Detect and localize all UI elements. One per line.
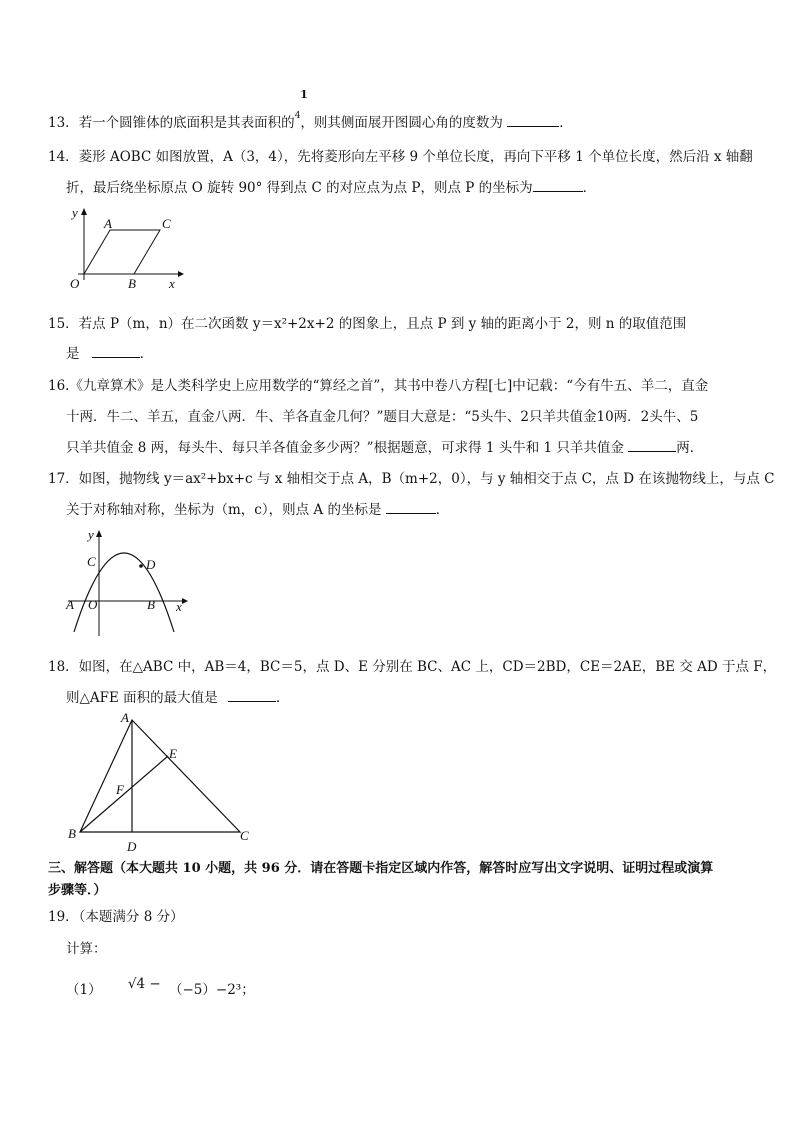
q13-frac-numerator: 1 (300, 88, 308, 101)
q13-number: 13． (48, 115, 79, 131)
q18-line1: 18．如图，在△ABC 中，AB＝4，BC＝5，点 D、E 分别在 BC、AC 上，CD＝2BD，CE＝2AE，BE 交 AD 于点 F， (48, 659, 777, 675)
q18-answer-blank (228, 689, 276, 702)
q18-line2-wrap (66, 686, 289, 706)
q17-answer-blank (386, 501, 436, 514)
q17-line2-wrap (66, 498, 449, 518)
q18-segment-be (80, 756, 168, 832)
q14-rhombus-figure (62, 202, 192, 294)
q14-label-a: A (104, 216, 112, 231)
q17-label-c: C (87, 554, 96, 569)
q13-text-b: ，则其侧面展开图圆心角的度数为 (300, 115, 503, 131)
q18-label-c: C (240, 828, 249, 843)
q17-label-b: B (147, 597, 155, 612)
q18-triangle-abc (80, 720, 240, 832)
q19-part1-expr-a: √4 − (127, 976, 161, 992)
q14-label-o: O (70, 276, 80, 291)
q19-instruction: 计算： (66, 941, 107, 957)
q17-label-y: y (88, 527, 94, 542)
q16-line3-wrap (66, 436, 703, 456)
q15-end: ． (139, 346, 154, 362)
q13-fraction (298, 88, 310, 101)
q14-label-c: C (162, 216, 171, 231)
q17-y-arrow (96, 530, 102, 537)
q17-line2: 关于对称轴对称，坐标为（m，c），则点 A 的坐标是 (66, 502, 382, 518)
q16-line3a: 只羊共值金 8 两，每头牛、每只羊各值金多少两？”根据题意，可求得 1 头牛和 1 只羊共值金 (66, 440, 624, 456)
q14-label-b: B (128, 276, 136, 291)
q14-label-x: x (169, 276, 175, 291)
q16-line3b: 两． (676, 440, 704, 456)
q14-rhombus (84, 230, 160, 274)
q17-parabola-figure (58, 524, 198, 639)
q13-answer-blank (507, 114, 559, 127)
section3-heading-line2: 步骤等．） (48, 883, 107, 898)
q19-part1 (66, 978, 255, 998)
q16-answer-blank (628, 439, 676, 452)
q13-frac-denominator: 4 (294, 111, 301, 121)
q15-line2-wrap (66, 342, 153, 362)
q14-end: ． (582, 180, 597, 196)
q18-label-b: B (68, 826, 76, 841)
q17-line1: 17．如图，抛物线 y＝ax²+bx+c 与 x 轴相交于点 A，B（m+2，0），与 y 轴相交于点 C，点 D 在该抛物线上，与点 C (48, 471, 775, 487)
q16-line2: 十两．牛二、羊五，直金八两．牛、羊各直金几何？”题目大意是：“5头牛、2只羊共值金10两．2头牛、5 (66, 409, 699, 425)
q15-line1: 15．若点 P（m，n）在二次函数 y＝x²+2x+2 的图象上，且点 P 到 y 轴的距离小于 2，则 n 的取值范围 (48, 316, 687, 332)
q14-label-y: y (72, 205, 78, 220)
q17-x-arrow (182, 598, 188, 604)
q17-label-d: D (146, 557, 156, 572)
q15-line2: 是 (66, 346, 80, 362)
q18-label-a: A (121, 710, 129, 725)
q16-line1: 16.《九章算术》是人类科学史上应用数学的“算经之首”，其书中卷八方程[七]中记载：“今有牛五、羊二，直金 (48, 378, 709, 394)
q17-label-a: A (66, 597, 74, 612)
section3-heading-line1: 三、解答题（本大题共 10 小题，共 96 分．请在答题卡指定区域内作答，解答时应写出文字说明、证明过程或演算 (48, 861, 714, 876)
q17-point-d (139, 564, 143, 568)
q18-label-d: D (127, 839, 137, 853)
q19-part1-label: （1） (66, 982, 102, 998)
q13-text-a: 若一个圆锥体的底面积是其表面积的 (78, 115, 295, 131)
q19-title: 19．（本题满分 8 分） (48, 909, 184, 925)
q14-x-arrow (178, 271, 184, 277)
q18-triangle-figure (62, 708, 262, 853)
q18-line2: 则△AFE 面积的最大值是 (66, 690, 218, 706)
q17-label-o: O (88, 597, 98, 612)
q13-end: ． (559, 115, 573, 131)
q14-line2: 折，最后绕坐标原点 O 旋转 90° 得到点 C 的对应点为点 P，则点 P 的坐标为 (66, 180, 533, 196)
q14-answer-blank (533, 179, 583, 192)
q13-line (48, 111, 573, 131)
q18-label-e: E (169, 746, 177, 761)
q14-y-arrow (81, 208, 87, 215)
q14-line1: 14．菱形 AOBC 如图放置，A（3，4），先将菱形向左平移 9 个单位长度，再向下平移 1 个单位长度，然后沿 x 轴翻 (48, 149, 753, 165)
q15-answer-blank (92, 345, 140, 358)
q18-end: ． (275, 690, 290, 706)
q14-line2-wrap (66, 176, 596, 196)
q17-label-x: x (176, 599, 182, 614)
q19-part1-expr-b: （−5）−2³； (168, 982, 255, 998)
q17-end: ． (435, 502, 450, 518)
q18-label-f: F (116, 782, 124, 797)
